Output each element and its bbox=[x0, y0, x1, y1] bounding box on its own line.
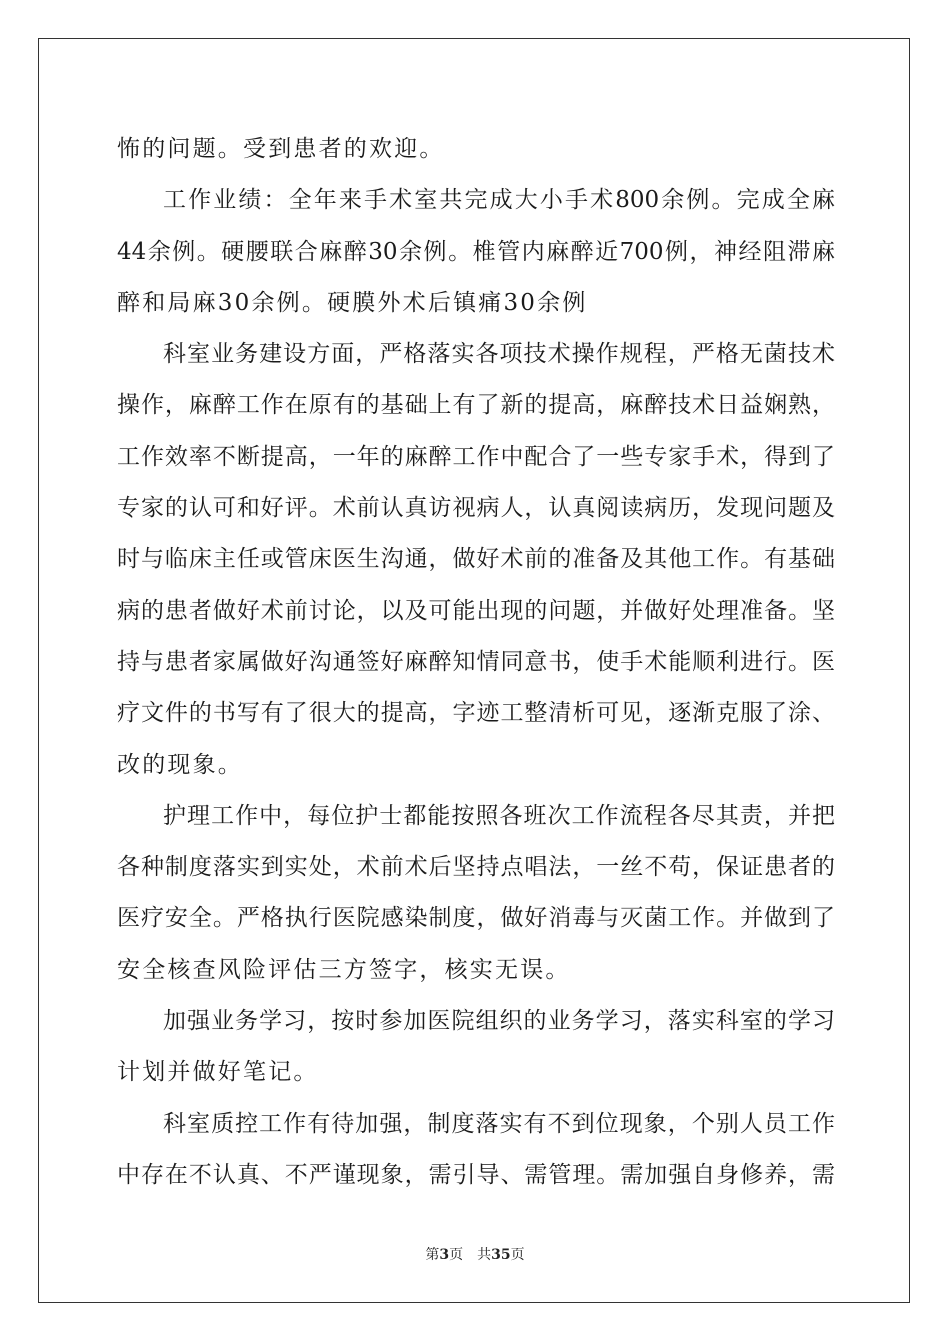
text-line: 持与患者家属做好沟通签好麻醉知情同意书，使手术能顺利进行。医 bbox=[117, 648, 835, 675]
total-prefix: 共 bbox=[477, 1247, 492, 1263]
text-line: 安全核查风险评估三方签字，核实无误。 bbox=[117, 956, 571, 983]
text-line: 护理工作中，每位护士都能按照各班次工作流程各尽其责，并把 bbox=[163, 802, 835, 829]
page-total: 35 bbox=[491, 1247, 511, 1263]
text-line: 各种制度落实到实处，术前术后坚持点唱法，一丝不苟，保证患者的 bbox=[117, 854, 835, 881]
text-line: 科室业务建设方面，严格落实各项技术操作规程，严格无菌技术 bbox=[163, 341, 835, 368]
text-line: 工作业绩：全年来手术室共完成大小手术800余例。完成全麻 bbox=[163, 187, 835, 214]
text-line: 疗文件的书写有了很大的提高，字迹工整清析可见，逐渐克服了涂、 bbox=[117, 700, 835, 727]
page-prefix: 第 bbox=[425, 1247, 440, 1263]
text-line: 专家的认可和好评。术前认真访视病人，认真阅读病历，发现问题及 bbox=[117, 495, 835, 522]
text-line: 科室质控工作有待加强，制度落实有不到位现象，个别人员工作 bbox=[163, 1110, 835, 1137]
text-line: 中存在不认真、不严谨现象，需引导、需管理。需加强自身修养，需 bbox=[117, 1161, 835, 1188]
page-current: 3 bbox=[439, 1247, 450, 1263]
document-body bbox=[117, 124, 835, 1201]
text-line: 操作，麻醉工作在原有的基础上有了新的提高，麻醉技术日益娴熟， bbox=[117, 392, 835, 419]
text-line: 病的患者做好术前讨论，以及可能出现的问题，并做好处理准备。坚 bbox=[117, 597, 835, 624]
text-line: 加强业务学习，按时参加医院组织的业务学习，落实科室的学习 bbox=[163, 1008, 835, 1035]
page-footer bbox=[0, 1244, 950, 1264]
text-line: 计划并做好笔记。 bbox=[117, 1059, 319, 1086]
text-line: 工作效率不断提高，一年的麻醉工作中配合了一些专家手术，得到了 bbox=[117, 443, 835, 470]
text-line: 时与临床主任或管床医生沟通，做好术前的准备及其他工作。有基础 bbox=[117, 546, 835, 573]
text-line: 44余例。硬腰联合麻醉30余例。椎管内麻醉近700例，神经阻滞麻 bbox=[117, 238, 835, 265]
page-suffix: 页 bbox=[449, 1247, 464, 1263]
total-suffix: 页 bbox=[510, 1247, 525, 1263]
text-line: 医疗安全。严格执行医院感染制度，做好消毒与灭菌工作。并做到了 bbox=[117, 905, 835, 932]
text-line: 怖的问题。受到患者的欢迎。 bbox=[117, 136, 445, 162]
text-line: 改的现象。 bbox=[117, 751, 243, 778]
text-line: 醉和局麻30余例。硬膜外术后镇痛30余例 bbox=[117, 289, 588, 316]
